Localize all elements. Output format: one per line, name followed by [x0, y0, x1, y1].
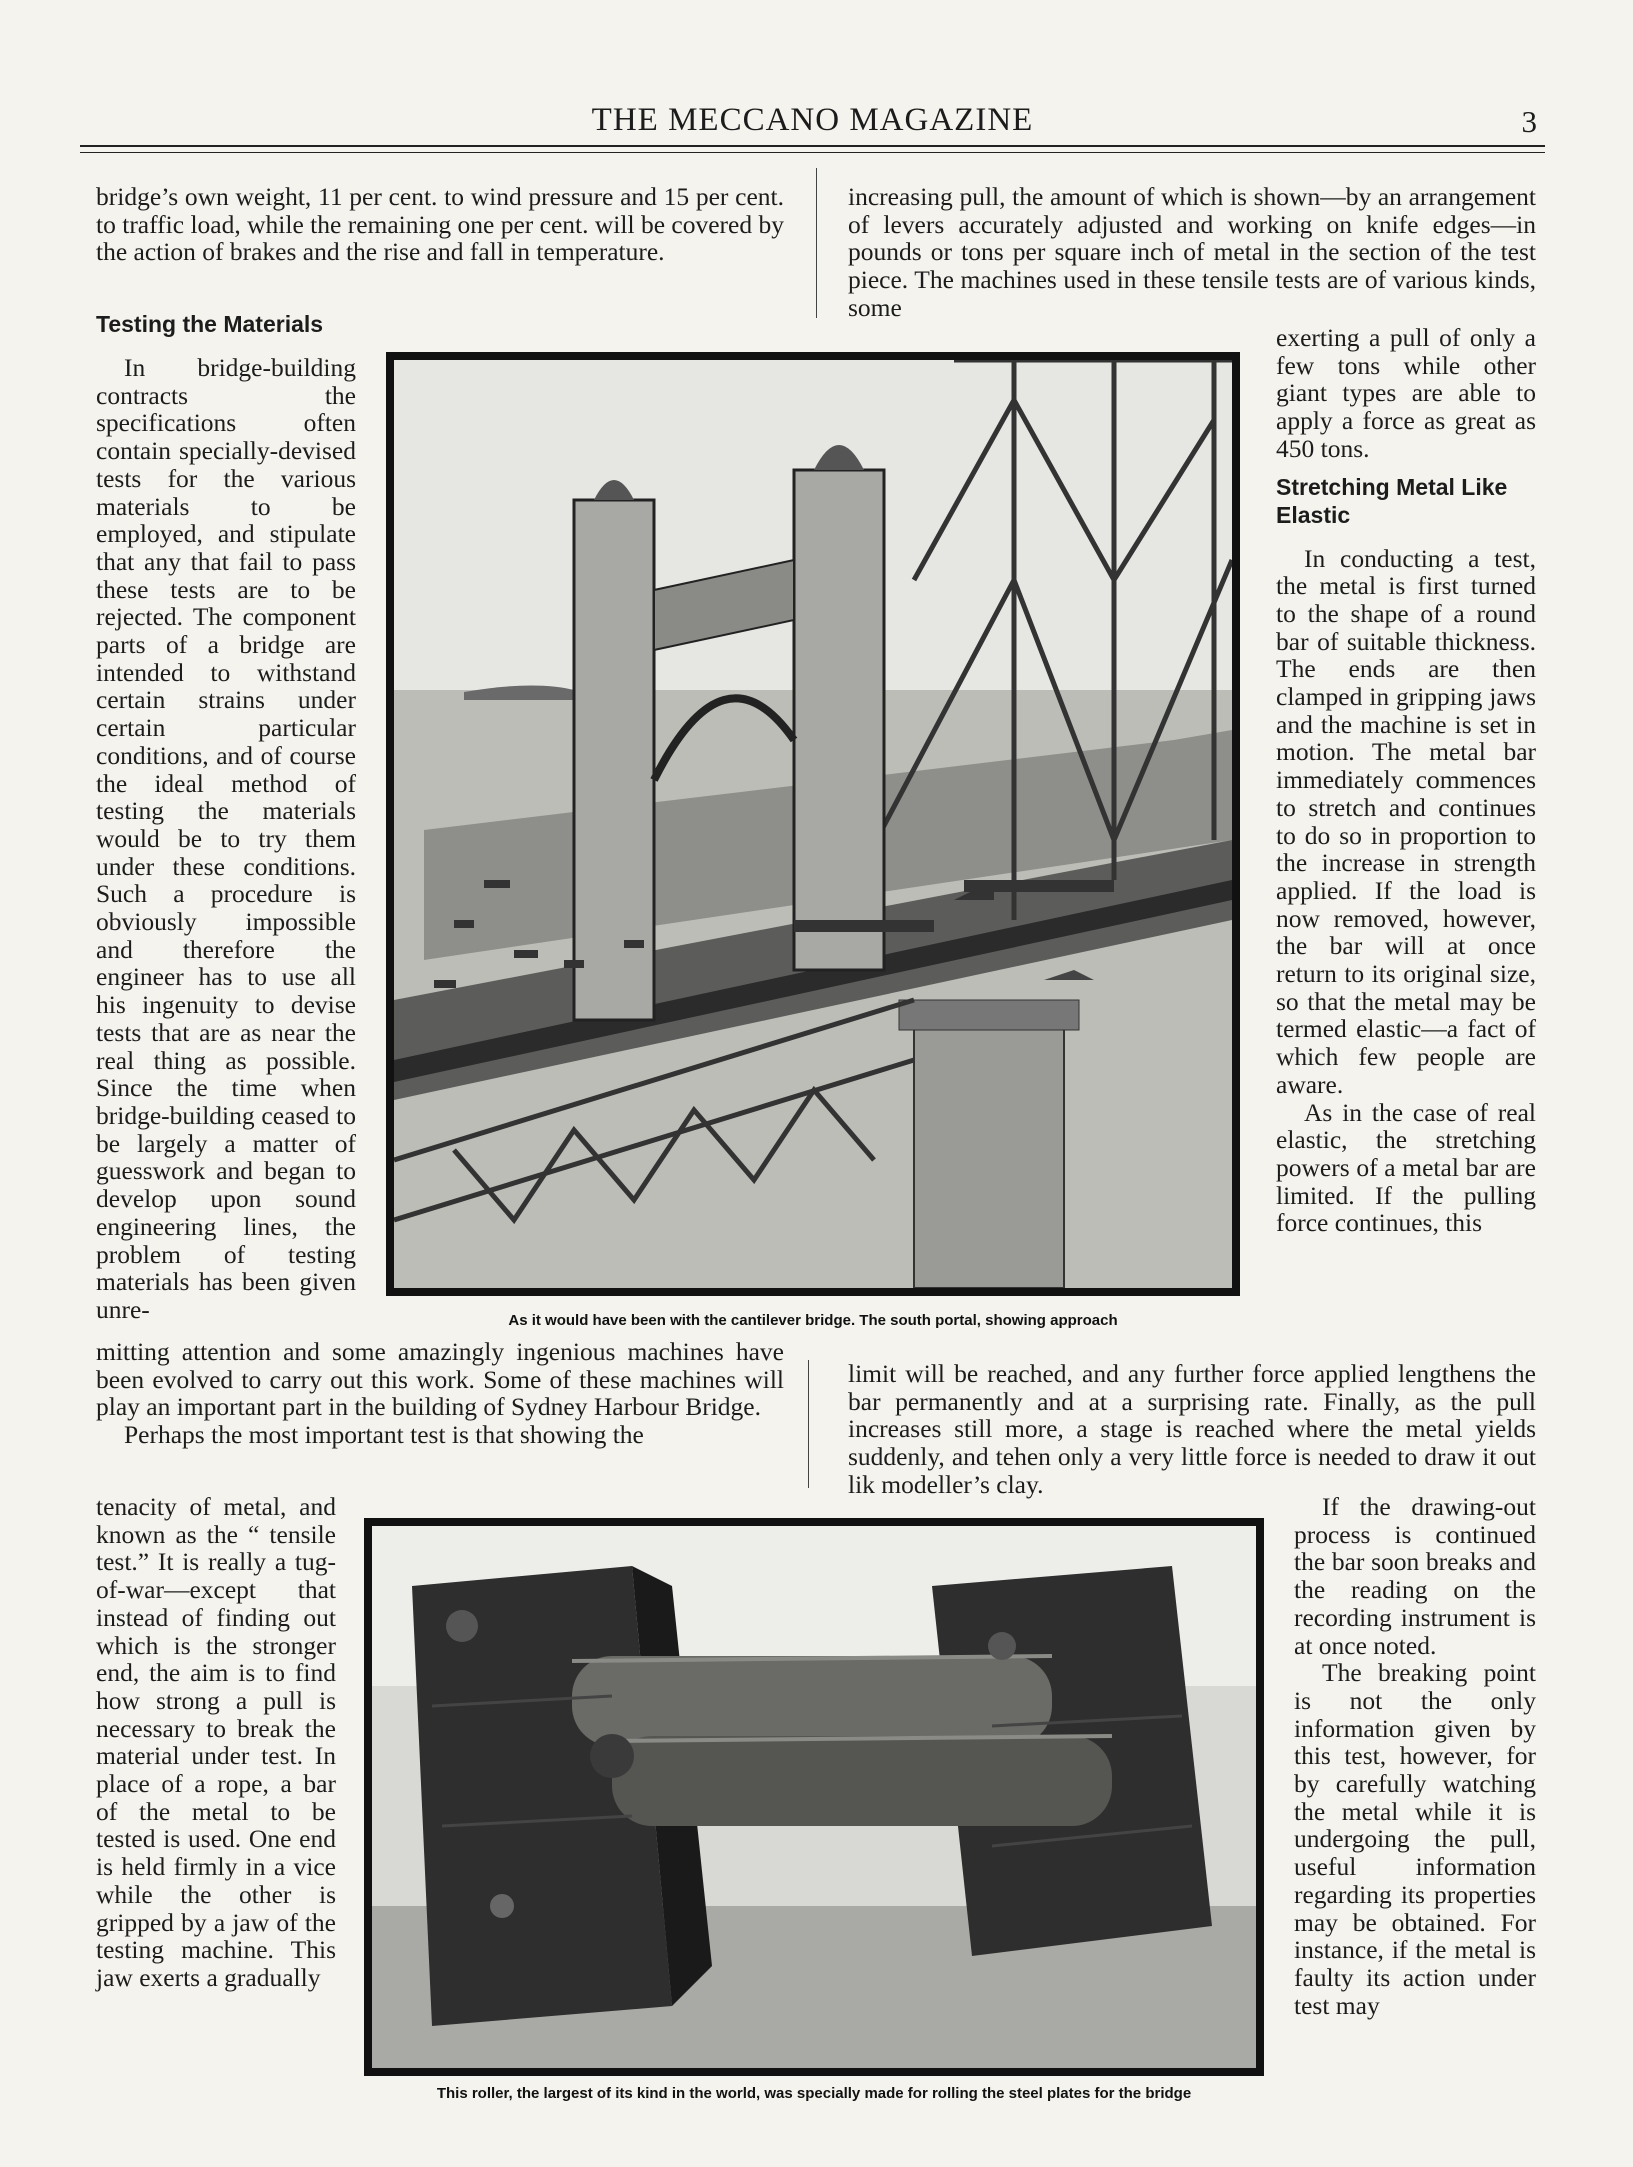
bridge-drawing [394, 360, 1232, 1288]
paragraph: increasing pull, the amount of which is shown—by an arrangement of levers accurately adjusted and working on knife edges—in pounds or tons per square inch of metal in the section of the test piece. The machines used in these tensile tests are of various kinds, some [848, 182, 1536, 322]
right-narrow-column [1276, 324, 1536, 1237]
page-number: 3 [1521, 104, 1537, 139]
paragraph: Perhaps the most important test is that showing the [124, 1420, 644, 1450]
section-heading-stretching: Stretching Metal Like Elastic [1276, 473, 1508, 528]
lower-right-narrow-column [1294, 1493, 1536, 2019]
top-left-paragraph [96, 183, 784, 266]
paragraph: The breaking point is not the only information given by this test, however, for by carefully watching the metal while it is undergoing the pull, useful information regarding its properties may be obtained. For instance, if the metal is faulty its action under test may [1294, 1658, 1536, 2020]
column-divider [808, 1360, 809, 1488]
roller-photograph [364, 1518, 1264, 2076]
roller-caption: This roller, the largest of its kind in the world, was specially made for rolling the steel plates for the bridge [436, 2085, 1192, 2102]
header-rule-thin [80, 152, 1545, 153]
left-middle-paragraph [96, 1338, 784, 1449]
paragraph: exerting a pull of only a few tons while other giant types are able to apply a force as great as 450 tons. [1276, 323, 1536, 463]
paragraph: In bridge-building contracts the specifications often contain specially-devised tests for the various materials to be employed, and stipulate that any that fail to pass these tests are to be rejected. The component parts of a bridge are intended to withstand certain strains under certain particular conditions, and of course the ideal method of testing the materials would be to try them under these conditions. Such a procedure is obviously impossible and therefore the engineer has to use all his ingenuity to devise tests that are as near the real thing as possible. Since the time when bridge-building ceased to be largely a matter of guesswork and began to develop upon sound engineering lines, the problem of testing materials has been given unre- [96, 353, 356, 1324]
header-rule [80, 145, 1545, 147]
lower-left-narrow-column [96, 1493, 336, 1992]
magazine-title: THE MECCANO MAGAZINE [591, 102, 1034, 138]
column-divider [816, 168, 817, 318]
paragraph: If the drawing-out process is continued the bar soon breaks and the reading on the recording instrument is at once noted. [1294, 1492, 1536, 1660]
paragraph: tenacity of metal, and known as the “ tensile test.” It is really a tug-of-war—except that instead of finding out which is the stronger end, the aim is to find how strong a pull is necessary to break the material under test. In place of a rope, a bar of the metal to be tested is used. One end is held firmly in a vice while the other is gripped by a jaw of the testing machine. This jaw exerts a gradually [96, 1492, 336, 1992]
paragraph: limit will be reached, and any further force applied lengthens the bar permanently and at a surprising rate. Finally, as the pull increases still more, a stage is reached where the metal yields suddenly, and tehen only a very little force is needed to draw it out lik modeller’s clay. [848, 1359, 1536, 1499]
paragraph: bridge’s own weight, 11 per cent. to wind pressure and 15 per cent. to traffic load, while the remaining one per cent. will be covered by the action of brakes and the rise and fall in temperature. [96, 182, 784, 267]
roller-drawing [372, 1526, 1256, 2068]
paragraph: As in the case of real elastic, the stretching powers of a metal bar are limited. If the pulling force continues, this [1276, 1097, 1536, 1238]
bridge-illustration [386, 352, 1240, 1296]
paragraph: mitting attention and some amazingly ingenious machines have been evolved to carry out this work. Some of these machines will play an important part in the building of Sydney Harbour Bridge. [96, 1337, 784, 1422]
section-heading-testing: Testing the Materials [96, 311, 324, 337]
right-middle-paragraph [848, 1360, 1536, 1499]
paragraph: In conducting a test, the metal is first turned to the shape of a round bar of suitable thickness. The ends are then clamped in gripping jaws and the machine is set in motion. The metal bar immediately commences to stretch and continues to do so in proportion to the increase in strength applied. If the load is now removed, however, the bar will at once return to its original size, so that the metal may be termed elastic—a fact of which few people are aware. [1276, 543, 1536, 1099]
bridge-caption: As it would have been with the cantilever bridge. The south portal, showing approach [508, 1312, 1118, 1329]
top-right-paragraph [848, 183, 1536, 322]
left-narrow-column [96, 300, 356, 1324]
page-header [80, 100, 1545, 148]
